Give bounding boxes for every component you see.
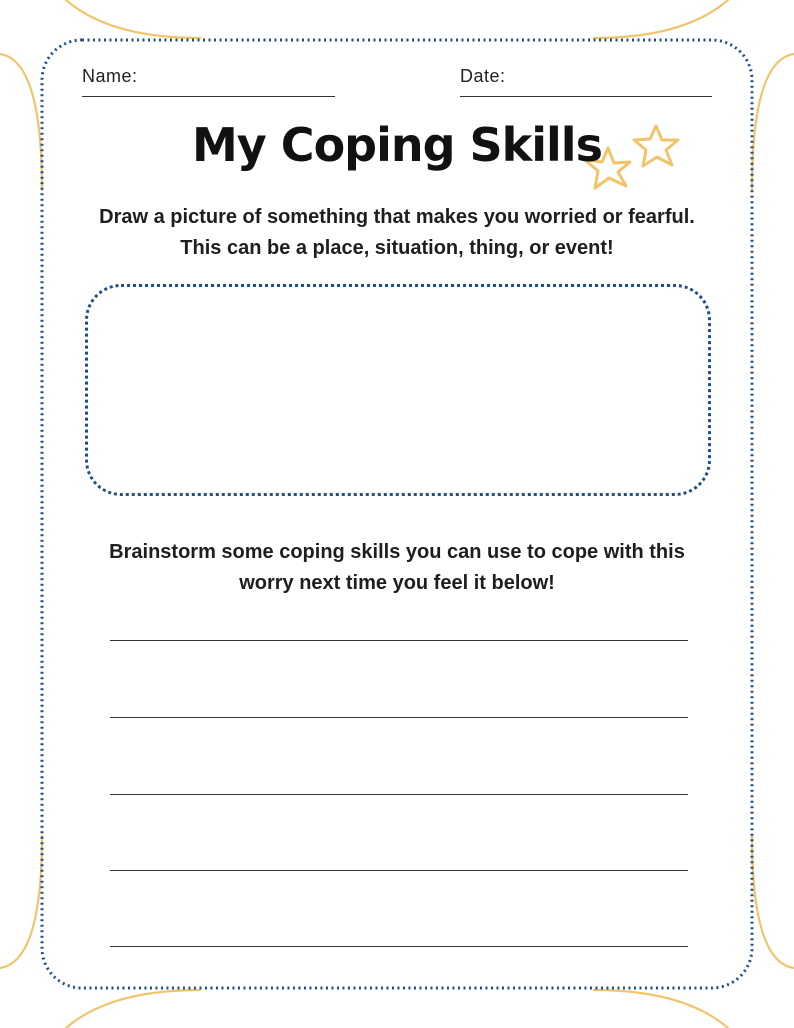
answer-line[interactable] [110, 640, 688, 641]
page-title: My Coping Skills [192, 118, 602, 172]
answer-line[interactable] [110, 870, 688, 871]
draw-instruction: Draw a picture of something that makes you worried or fearful. This can be a place, situation, thing, or event! [99, 206, 695, 259]
name-field[interactable] [82, 96, 335, 97]
brainstorm-instruction: Brainstorm some coping skills you can use to cope with this worry next time you feel it below! [109, 541, 685, 594]
drawing-area[interactable] [85, 284, 711, 496]
page-border [42, 40, 752, 988]
name-label: Name: [82, 66, 138, 86]
answer-line[interactable] [110, 946, 688, 947]
answer-line[interactable] [110, 717, 688, 718]
date-label: Date: [460, 66, 506, 86]
answer-line[interactable] [110, 794, 688, 795]
date-field[interactable] [460, 96, 712, 97]
